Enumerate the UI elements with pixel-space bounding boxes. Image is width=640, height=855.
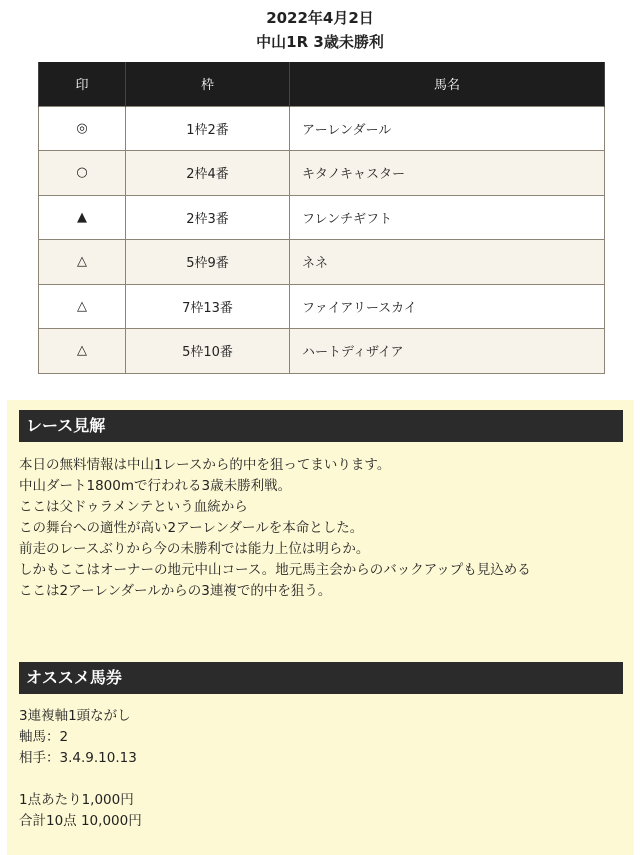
analysis-line: しかもここはオーナーの地元中山コース。地元馬主会からのバックアップも見込める	[19, 562, 531, 578]
waku-cell: 2枠3番	[126, 195, 290, 240]
column-header-horse-name: 馬名	[290, 62, 605, 106]
prediction-table	[38, 62, 605, 374]
column-header-waku: 枠	[126, 62, 290, 106]
waku-cell: 5枠10番	[126, 329, 290, 374]
race-date: 2022年4月2日	[266, 9, 374, 27]
ticket-text	[19, 706, 623, 832]
analysis-line: ここは2アーレンダールからの3連複で的中を狙う。	[19, 583, 332, 599]
mark-cell: ○	[39, 151, 126, 196]
info-panel	[7, 400, 634, 855]
table-row	[39, 195, 605, 240]
waku-cell: 2枠4番	[126, 151, 290, 196]
race-title: 中山1R 3歳未勝利	[256, 33, 384, 51]
horse-name-cell: ファイアリースカイ	[290, 284, 605, 329]
ticket-line: 3連複軸1頭ながし	[19, 708, 131, 724]
ticket-line-spacer	[19, 769, 623, 790]
horse-name-cell: フレンチギフト	[290, 195, 605, 240]
mark-cell: ◎	[39, 106, 126, 151]
ticket-line: 相手：3.4.9.10.13	[19, 750, 137, 766]
ticket-line: 1点あたり1,000円	[19, 792, 134, 808]
waku-cell: 7枠13番	[126, 284, 290, 329]
table-row	[39, 284, 605, 329]
horse-name-cell: アーレンダール	[290, 106, 605, 151]
waku-cell: 5枠9番	[126, 240, 290, 285]
table-header-row	[39, 62, 605, 106]
table-row	[39, 240, 605, 285]
table-row	[39, 329, 605, 374]
column-header-mark: 印	[39, 62, 126, 106]
analysis-line: ここは父ドゥラメンテという血統から	[19, 499, 248, 515]
analysis-line: 本日の無料情報は中山1レースから的中を狙ってまいります。	[19, 457, 391, 473]
mark-cell: ▲	[39, 195, 126, 240]
table-row	[39, 151, 605, 196]
analysis-line: この舞台への適性が高い2アーレンダールを本命とした。	[19, 520, 364, 536]
ticket-line: 合計10点 10,000円	[19, 813, 142, 829]
horse-name-cell: ネネ	[290, 240, 605, 285]
horse-name-cell: キタノキャスター	[290, 151, 605, 196]
analysis-line: 中山ダート1800mで行われる3歳未勝利戦。	[19, 478, 292, 494]
horse-name-cell: ハートディザイア	[290, 329, 605, 374]
analysis-text	[19, 455, 623, 602]
analysis-section-title: レース見解	[19, 410, 623, 442]
ticket-section-title: オススメ馬券	[19, 662, 623, 694]
table-row	[39, 106, 605, 151]
ticket-line: 軸馬：2	[19, 729, 69, 745]
race-header	[0, 0, 640, 53]
analysis-line: 前走のレースぶりから今の未勝利では能力上位は明らか。	[19, 541, 370, 557]
mark-cell: △	[39, 329, 126, 374]
mark-cell: △	[39, 284, 126, 329]
mark-cell: △	[39, 240, 126, 285]
waku-cell: 1枠2番	[126, 106, 290, 151]
